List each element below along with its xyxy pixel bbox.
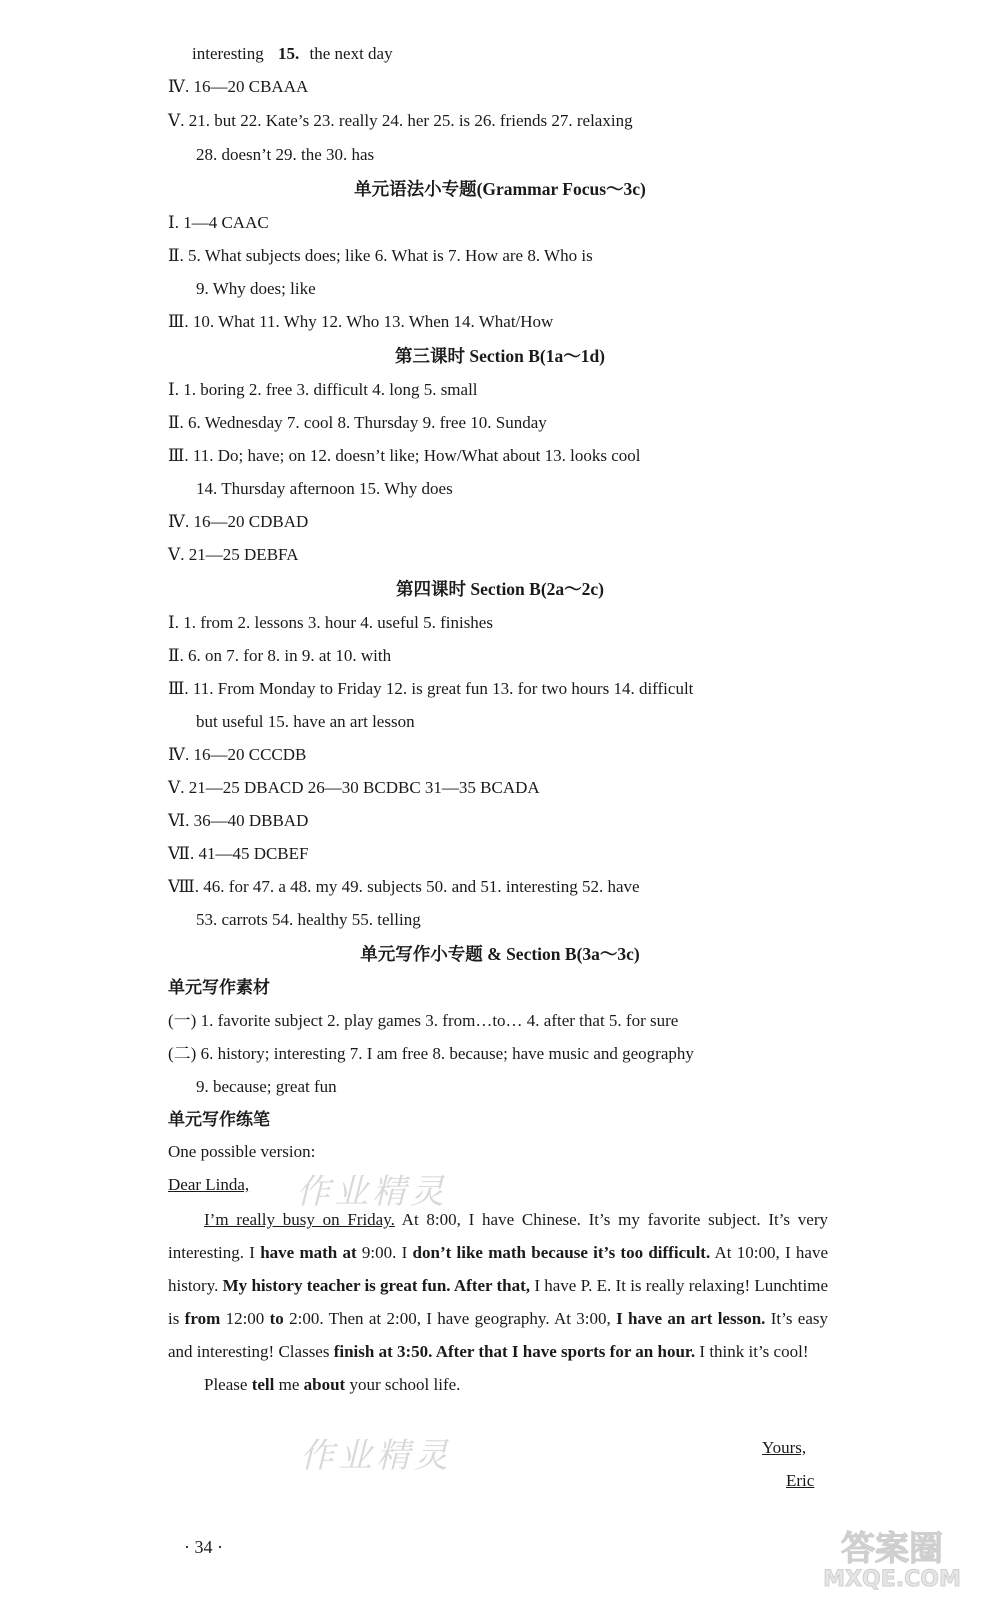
letter-paragraph-1 (168, 1203, 828, 1368)
lesson3-line-3: Ⅲ. 11. Do; have; on 12. doesn’t like; How/What about 13. looks cool (168, 446, 641, 465)
bold-phrase: from (184, 1309, 221, 1328)
writing-material-line-3: 9. because; great fun (196, 1077, 337, 1096)
writing-material-title: 单元写作素材 (168, 978, 270, 997)
text: me (274, 1375, 304, 1394)
text: 12:00 (220, 1309, 270, 1328)
grammar-line-4: Ⅲ. 10. What 11. Why 12. Who 13. When 14. What/How (168, 312, 554, 331)
underlined-sentence: I’m really busy on Friday. (204, 1210, 395, 1229)
bold-phrase: I have an art lesson. (616, 1309, 766, 1328)
letter-closing: Yours, (762, 1438, 807, 1457)
lesson4-line-5: Ⅳ. 16—20 CCCDB (168, 745, 307, 764)
answer-line-1 (192, 43, 393, 65)
text: It’s easy and interesting! Classes (168, 1309, 828, 1361)
lesson4-line-9: Ⅷ. 46. for 47. a 48. my 49. subjects 50. and 51. interesting 52. have (168, 877, 640, 896)
svg-text:MXQE.COM: MXQE.COM (823, 1567, 961, 1592)
bold-phrase: to (269, 1309, 284, 1328)
lesson3-line-5: Ⅳ. 16—20 CDBAD (168, 512, 309, 531)
grammar-line-3: 9. Why does; like (196, 279, 316, 298)
lesson4-line-1: Ⅰ. 1. from 2. lessons 3. hour 4. useful 5. finishes (168, 613, 493, 632)
lesson4-line-4: but useful 15. have an art lesson (196, 712, 415, 731)
text: At 10:00, I have history. (168, 1243, 828, 1295)
writing-intro: One possible version: (168, 1142, 316, 1161)
writing-practice-title: 单元写作练笔 (168, 1110, 270, 1129)
answer-line-4: 28. doesn’t 29. the 30. has (196, 145, 375, 164)
watermark: 作业精灵 (296, 1172, 448, 1212)
section-heading-lesson3: 第三课时 Section B(1a～1d) (395, 346, 605, 366)
bold-phrase: have math at (260, 1243, 357, 1262)
bold-phrase: don’t like math because it’s too difficult. (412, 1243, 711, 1262)
letter-paragraph-2 (168, 1368, 828, 1401)
answer-line-2: Ⅳ. 16—20 CBAAA (168, 77, 309, 96)
writing-material-line-1: (一) 1. favorite subject 2. play games 3. from…to… 4. after that 5. for sure (168, 1011, 679, 1030)
watermark: 作业精灵 (300, 1436, 452, 1476)
writing-material-line-2: (二) 6. history; interesting 7. I am free 8. because; have music and geography (168, 1044, 694, 1063)
answer-number: 15. (278, 44, 300, 63)
answer-line-3: Ⅴ. 21. but 22. Kate’s 23. really 24. her 25. is 26. friends 27. relaxing (168, 111, 633, 130)
lesson4-line-2: Ⅱ. 6. on 7. for 8. in 9. at 10. with (168, 646, 392, 665)
text: your school life. (345, 1375, 461, 1394)
bold-phrase: tell (251, 1375, 275, 1394)
bold-phrase: finish at 3:50. After that I have sports for an hour. (333, 1342, 696, 1361)
text: I have P. E. It is really relaxing! Lunchtime is (168, 1276, 829, 1328)
letter-greeting: Dear Linda, (168, 1175, 250, 1194)
letter-signature: Eric (786, 1471, 815, 1490)
text: Please (204, 1375, 252, 1394)
lesson4-line-3: Ⅲ. 11. From Monday to Friday 12. is great fun 13. for two hours 14. difficult (168, 679, 694, 698)
text: At 8:00, I have Chinese. It’s my favorite subject. It’s very interesting. I (168, 1210, 829, 1262)
answer-text: interesting (192, 44, 264, 63)
lesson3-line-2: Ⅱ. 6. Wednesday 7. cool 8. Thursday 9. free 10. Sunday (168, 413, 547, 432)
text: 9:00. I (356, 1243, 413, 1262)
text: 2:00. Then at 2:00, I have geography. At 3:00, (283, 1309, 617, 1328)
section-heading-writing: 单元写作小专题 & Section B(3a～3c) (360, 944, 640, 964)
bold-phrase: about (303, 1375, 346, 1394)
site-logo-icon (808, 1520, 976, 1592)
section-heading-grammar: 单元语法小专题(Grammar Focus～3c) (354, 179, 646, 199)
letter-body (168, 1203, 828, 1401)
lesson3-line-4: 14. Thursday afternoon 15. Why does (196, 479, 453, 498)
lesson3-line-6: Ⅴ. 21—25 DEBFA (168, 545, 299, 564)
text: I think it’s cool! (695, 1342, 809, 1361)
lesson4-line-8: Ⅶ. 41—45 DCBEF (168, 844, 309, 863)
lesson4-line-7: Ⅵ. 36—40 DBBAD (168, 811, 309, 830)
page-number: · 34 · (184, 1537, 223, 1557)
lesson4-line-6: Ⅴ. 21—25 DBACD 26—30 BCDBC 31—35 BCADA (168, 778, 540, 797)
section-heading-lesson4: 第四课时 Section B(2a～2c) (395, 579, 605, 599)
answer-text: the next day (309, 44, 393, 63)
grammar-line-2: Ⅱ. 5. What subjects does; like 6. What is 7. How are 8. Who is (168, 246, 593, 265)
bold-phrase: My history teacher is great fun. After that, (222, 1276, 531, 1295)
svg-text:答案圈: 答案圈 (841, 1529, 943, 1569)
lesson4-line-10: 53. carrots 54. healthy 55. telling (196, 910, 421, 929)
grammar-line-1: Ⅰ. 1—4 CAAC (168, 213, 269, 232)
lesson3-line-1: Ⅰ. 1. boring 2. free 3. difficult 4. long 5. small (168, 380, 478, 399)
